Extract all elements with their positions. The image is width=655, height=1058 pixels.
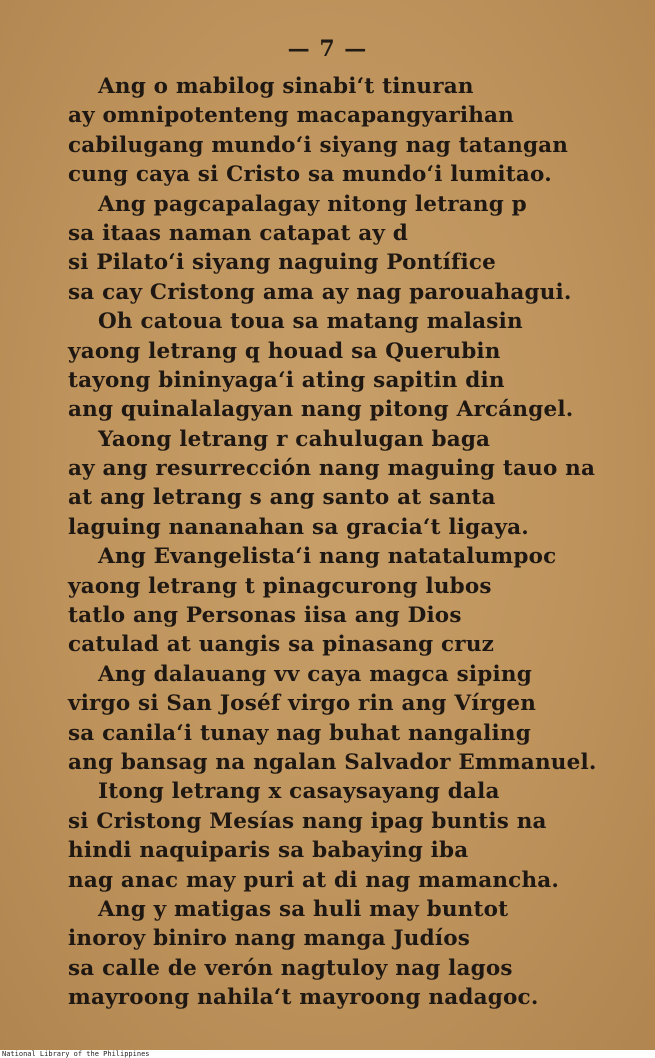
stanza (68, 307, 648, 425)
poem-line: yaong letrang q houad sa Querubin (68, 338, 501, 364)
poem-line: sa calle de verón nagtuloy nag lagos (68, 955, 513, 981)
poem-line: cung caya si Cristo sa mundo‘i lumitao. (68, 162, 552, 188)
stanza (68, 660, 648, 778)
page-number: — 7 — (287, 36, 368, 62)
stanza-first-line: Ang o mabilog sinabi‘t tinuran (98, 74, 474, 99)
poem-line: cabilugang mundo‘i siyang nag tatangan (68, 132, 569, 158)
poem-body (68, 72, 648, 1013)
poem-line: hindi naquiparis sa babaying iba (68, 838, 469, 864)
poem-line: sa cay Cristong ama ay nag parouahagui. (68, 279, 572, 305)
stanza-first-line: Yaong letrang r cahulugan baga (98, 426, 491, 452)
stanza-first-line: Ang pagcapalagay nitong letrang p (98, 191, 527, 217)
poem-line: tayong bininyaga‘i ating sapitin din (68, 367, 505, 393)
poem-line: virgo si San Joséf virgo rin ang Vírgen (68, 691, 537, 717)
poem-line: yaong letrang t pinagcurong lubos (68, 573, 492, 599)
stanza (68, 190, 648, 308)
stanza-first-line: Oh catoua toua sa matang malasin (98, 309, 523, 335)
poem-line: nag anac may puri at di nag mamancha. (68, 867, 560, 893)
poem-line: ay omnipotenteng macapangyarihan (68, 103, 515, 129)
poem-line: inoroy biniro nang manga Judíos (68, 926, 471, 952)
poem-line: si Pilato‘i siyang naguing Pontífice (68, 250, 497, 276)
poem-line: laguing nananahan sa gracia‘t ligaya. (68, 514, 529, 540)
stanza (68, 895, 648, 1013)
poem-line: si Cristong Mesías nang ipag buntis na (68, 808, 547, 834)
poem-line: ang quinalalagyan nang pitong Arcángel. (68, 397, 574, 423)
poem-line: sa canila‘i tunay nag buhat nangaling (68, 720, 531, 746)
stanza (68, 542, 648, 660)
stanza (68, 777, 648, 895)
stanza (68, 72, 648, 190)
poem-line: mayroong nahila‘t mayroong nadagoc. (68, 985, 539, 1011)
poem-line: tatlo ang Personas iisa ang Dios (68, 603, 462, 629)
stanza-first-line: Ang dalauang vv caya magca siping (98, 661, 532, 687)
stanza-first-line: Ang Evangelista‘i nang natatalumpoc (98, 544, 557, 570)
stanza-first-line: Ang y matigas sa huli may buntot (98, 896, 509, 922)
poem-line: ay ang resurrección nang maguing tauo na (68, 456, 596, 482)
stanza-first-line: Itong letrang x casaysayang dala (98, 779, 500, 805)
library-credit: National Library of the Philippines (2, 1050, 150, 1058)
poem-line: at ang letrang s ang santo at santa (68, 485, 496, 511)
stanza (68, 425, 648, 543)
poem-line: catulad at uangis sa pinasang cruz (68, 632, 495, 658)
poem-line: sa itaas naman catapat ay d (68, 220, 409, 246)
poem-line: ang bansag na ngalan Salvador Emmanuel. (68, 749, 597, 775)
